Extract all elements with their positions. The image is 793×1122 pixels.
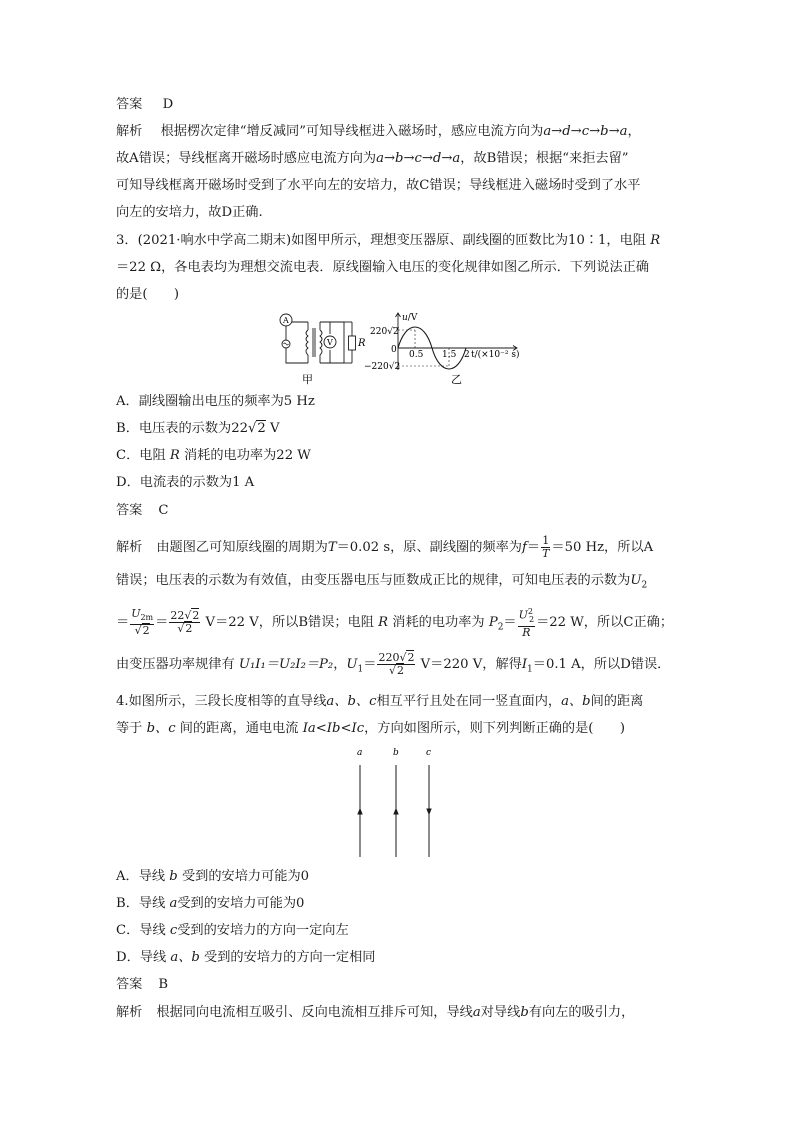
option-text: 电阻 <box>139 448 170 463</box>
q4-stem-var: Ia<Ib<Ic <box>302 721 365 736</box>
analysis-text: 有向左的吸引力， <box>528 1005 635 1020</box>
analysis-sub: 2 <box>528 614 535 624</box>
analysis-var: U <box>346 657 358 672</box>
q3-answer-line <box>116 502 168 520</box>
transformer-circuit <box>286 322 356 363</box>
analysis-text: 消耗的电功率为 <box>392 614 485 630</box>
analysis-var: b <box>520 1005 529 1020</box>
q3-stem-line-3: 的是( ) <box>116 287 180 302</box>
q4-stem-text: 间的距离，通电电流 <box>179 721 299 736</box>
radicand: 2 <box>142 624 150 638</box>
resistor-label: R <box>358 338 366 349</box>
option-key: A． <box>116 869 139 884</box>
analysis-var: a <box>472 1005 481 1020</box>
analysis-var: I <box>521 657 528 672</box>
analysis-text: ＝0.02 s，原、副线圈的频率为 <box>336 540 522 555</box>
answer-value: B <box>158 977 169 992</box>
fraction-num-value: 220 <box>378 651 400 664</box>
option-text: 导线 <box>139 923 170 938</box>
option-key: D． <box>116 475 140 490</box>
fraction-num <box>518 606 535 627</box>
option-var: a <box>169 896 178 911</box>
option-var: c <box>169 923 178 938</box>
fraction <box>518 606 535 639</box>
analysis-var: P <box>488 614 498 630</box>
analysis-text: ＝ <box>503 614 517 630</box>
q4-option-a <box>116 868 309 886</box>
q4-wires-figure <box>345 745 445 861</box>
analysis-var: U <box>518 608 528 622</box>
analysis-var: R <box>378 614 389 630</box>
analysis-text: ＝50 Hz，所以A <box>551 540 654 555</box>
analysis-text: 故A错误；导线框离开磁场时感应电流方向为 <box>116 151 377 166</box>
option-text: 电压表的示数为22 <box>138 421 248 436</box>
option-text: 电流表的示数为1 A <box>139 475 255 490</box>
q4-stem-var: a、b <box>561 694 591 709</box>
q4-stem-text: 等于 <box>116 721 143 736</box>
fraction <box>169 610 200 635</box>
analysis-text: 由变压器功率规律有 <box>116 657 235 672</box>
q3-stem-text: 3．(2021·响水中学高二期末)如图甲所示，理想变压器原、副线圈的匝数比为10∶1，电阻 <box>116 233 646 248</box>
analysis-equation: U₁I₁＝U₂I₂＝P₂ <box>238 657 334 672</box>
analysis-text: ， <box>333 657 347 672</box>
analysis-label: 解析 <box>116 540 143 555</box>
q3-analysis-line-4 <box>116 652 670 679</box>
fraction-den: √2 <box>134 624 150 638</box>
q3-analysis-line-1 <box>116 535 653 560</box>
analysis-text: 根据楞次定律“增反减同”可知导线框进入磁场时，感应电流方向为 <box>160 124 544 139</box>
analysis-var: U <box>131 606 141 620</box>
option-key: C． <box>116 923 140 938</box>
radicand: 2 <box>407 651 415 664</box>
wire-c-label: c <box>426 748 432 758</box>
analysis-text: 错误；电压表的示数为有效值，由变压器电压与匝数成正比的规律，可知电压表的示数为 <box>116 573 631 588</box>
fraction-den: T <box>542 547 550 560</box>
fraction-den: √2 <box>388 664 404 677</box>
analysis-var: f <box>522 540 527 555</box>
option-text: 受到的安培力可能为0 <box>177 896 305 911</box>
answer-label: 答案 <box>116 503 143 518</box>
q3-option-a <box>116 393 315 411</box>
fraction-den: R <box>522 625 531 639</box>
analysis-text: ＝ <box>363 657 377 672</box>
fraction <box>541 535 550 560</box>
prev-analysis-line-3: 可知导线框离开磁场时受到了水平向左的安培力，故C错误；导线框进入磁场时受到了水平 <box>116 178 641 193</box>
graph-tick-0-5: 0.5 <box>409 350 424 360</box>
analysis-sub: 2m <box>140 613 154 623</box>
q4-answer-line <box>116 976 168 994</box>
answer-label: 答案 <box>116 977 143 992</box>
option-text: 受到的安培力的方向一定向左 <box>177 923 349 938</box>
graph-tick-1-5: 1.5 <box>442 350 457 360</box>
fraction-num-value: 22 <box>170 608 185 622</box>
analysis-sub: 1 <box>527 664 533 675</box>
voltmeter-label: V <box>327 338 333 347</box>
fraction <box>377 652 415 677</box>
q4-option-b <box>116 895 304 913</box>
fraction <box>130 608 154 637</box>
analysis-label: 解析 <box>116 1005 143 1020</box>
analysis-text: ＝ <box>155 614 169 630</box>
prev-answer-line <box>116 96 173 114</box>
analysis-text: ＝0.1 A，所以D错误． <box>532 657 671 672</box>
option-text: 受到的安培力可能为0 <box>177 869 310 884</box>
q4-analysis-line-1 <box>116 1004 634 1022</box>
fraction-num: 1 <box>542 534 550 547</box>
q3-option-c <box>116 447 311 465</box>
arrow-up-icon <box>358 809 362 814</box>
arrow-down-icon <box>427 809 431 814</box>
q3-stem-line-2: ＝22 Ω，各电表均为理想交流电表．原线圈输入电压的变化规律如图乙所示．下列说法正确 <box>116 260 650 275</box>
q3-figure <box>268 310 538 388</box>
q4-stem-line-1 <box>116 693 643 711</box>
q4-stem-text: 相互平行且处在同一竖直面内， <box>376 694 562 709</box>
analysis-sub: 2 <box>497 622 504 633</box>
q3-option-b: B．电压表的示数为22√2 V <box>116 421 280 436</box>
graph-ymax: 220√2 <box>370 327 399 337</box>
prev-analysis-line-2 <box>116 150 629 168</box>
q4-stem-text: ，方向如图所示，则下列判断正确的是( ) <box>364 721 625 736</box>
graph-origin: 0 <box>391 345 397 355</box>
option-var: b <box>169 869 178 884</box>
current-path: a→d→c→b→a <box>543 124 628 139</box>
q4-stem-text: 4.如图所示，三段长度相等的直导线 <box>116 694 327 709</box>
q3-stem-line-1 <box>116 232 660 250</box>
analysis-text: V＝220 V，解得 <box>416 657 522 672</box>
q4-option-c <box>116 922 349 940</box>
analysis-text: 根据同向电流相互吸引、反向电流相互排斥可知，导线 <box>156 1005 473 1020</box>
radicand: 2 <box>192 608 200 622</box>
option-key: C． <box>116 448 140 463</box>
q3-analysis-line-2 <box>116 572 647 595</box>
analysis-text: 对导线 <box>480 1005 521 1020</box>
option-key: A． <box>116 394 139 409</box>
answer-value: C <box>158 503 169 518</box>
q3-option-d <box>116 474 254 492</box>
analysis-var: U <box>630 573 642 588</box>
fraction-num: 22√2 <box>170 608 200 622</box>
wire-b-label: b <box>393 748 399 758</box>
fraction-den: √2 <box>177 621 193 635</box>
option-key: B． <box>116 896 139 911</box>
option-key: D． <box>116 950 140 965</box>
analysis-sup: 2 <box>527 607 533 616</box>
option-text: V <box>265 421 280 436</box>
radicand: 2 <box>396 664 404 677</box>
q3-stem-var: R <box>650 233 661 248</box>
figure-jia-label: 甲 <box>302 373 313 386</box>
option-text: 导线 <box>138 869 170 884</box>
fraction-num: 220√2 <box>378 651 415 664</box>
option-var: a、b <box>170 950 200 965</box>
analysis-text: 由题图乙可知原线圈的周期为 <box>156 540 328 555</box>
q4-stem-line-2 <box>116 720 625 738</box>
graph-x-label: t/(×10⁻² s) <box>471 350 520 360</box>
option-radicand: 2 <box>257 421 266 436</box>
analysis-text: V＝22 V，所以B错误；电阻 <box>201 614 374 630</box>
option-text: 导线 <box>138 896 170 911</box>
option-text: 受到的安培力的方向一定相同 <box>199 950 376 965</box>
radicand: 2 <box>185 621 193 635</box>
analysis-text: ＝22 W，所以C正确； <box>536 614 674 630</box>
answer-value: D <box>162 97 174 112</box>
option-var: R <box>169 448 180 463</box>
option-key: B． <box>116 421 139 436</box>
prev-analysis-line-4: 向左的安培力，故D正确. <box>116 205 263 220</box>
graph-tick-2: 2 <box>464 350 470 360</box>
q4-stem-var: a、b、c <box>326 694 377 709</box>
option-text: 导线 <box>139 950 171 965</box>
analysis-label: 解析 <box>116 124 143 139</box>
current-path: a→b→c→d→a <box>376 151 461 166</box>
analysis-text: ＝ <box>116 614 130 630</box>
q4-option-d <box>116 949 375 967</box>
answer-label: 答案 <box>116 97 143 112</box>
wire-a-label: a <box>357 748 363 758</box>
analysis-sub: 2 <box>641 580 648 591</box>
option-text: 消耗的电功率为22 W <box>179 448 311 463</box>
analysis-text: ，故B错误；根据“来拒去留” <box>460 151 629 166</box>
figure-yi-label: 乙 <box>451 373 462 386</box>
q3-analysis-line-3 <box>116 606 673 639</box>
graph-y-label: u/V <box>402 313 418 323</box>
q4-stem-var: b、c <box>146 721 176 736</box>
prev-analysis-line-1 <box>116 123 641 141</box>
q4-stem-text: 间的距离 <box>590 694 644 709</box>
ammeter-label: A <box>283 316 289 325</box>
analysis-text: ， <box>627 124 641 139</box>
analysis-text: ＝ <box>526 540 541 555</box>
analysis-var: T <box>327 540 337 555</box>
arrow-up-icon <box>394 809 398 814</box>
option-text: 副线圈输出电压的频率为5 Hz <box>138 394 315 409</box>
analysis-sub: 1 <box>357 664 364 675</box>
graph-ymin: −220√2 <box>364 362 401 372</box>
